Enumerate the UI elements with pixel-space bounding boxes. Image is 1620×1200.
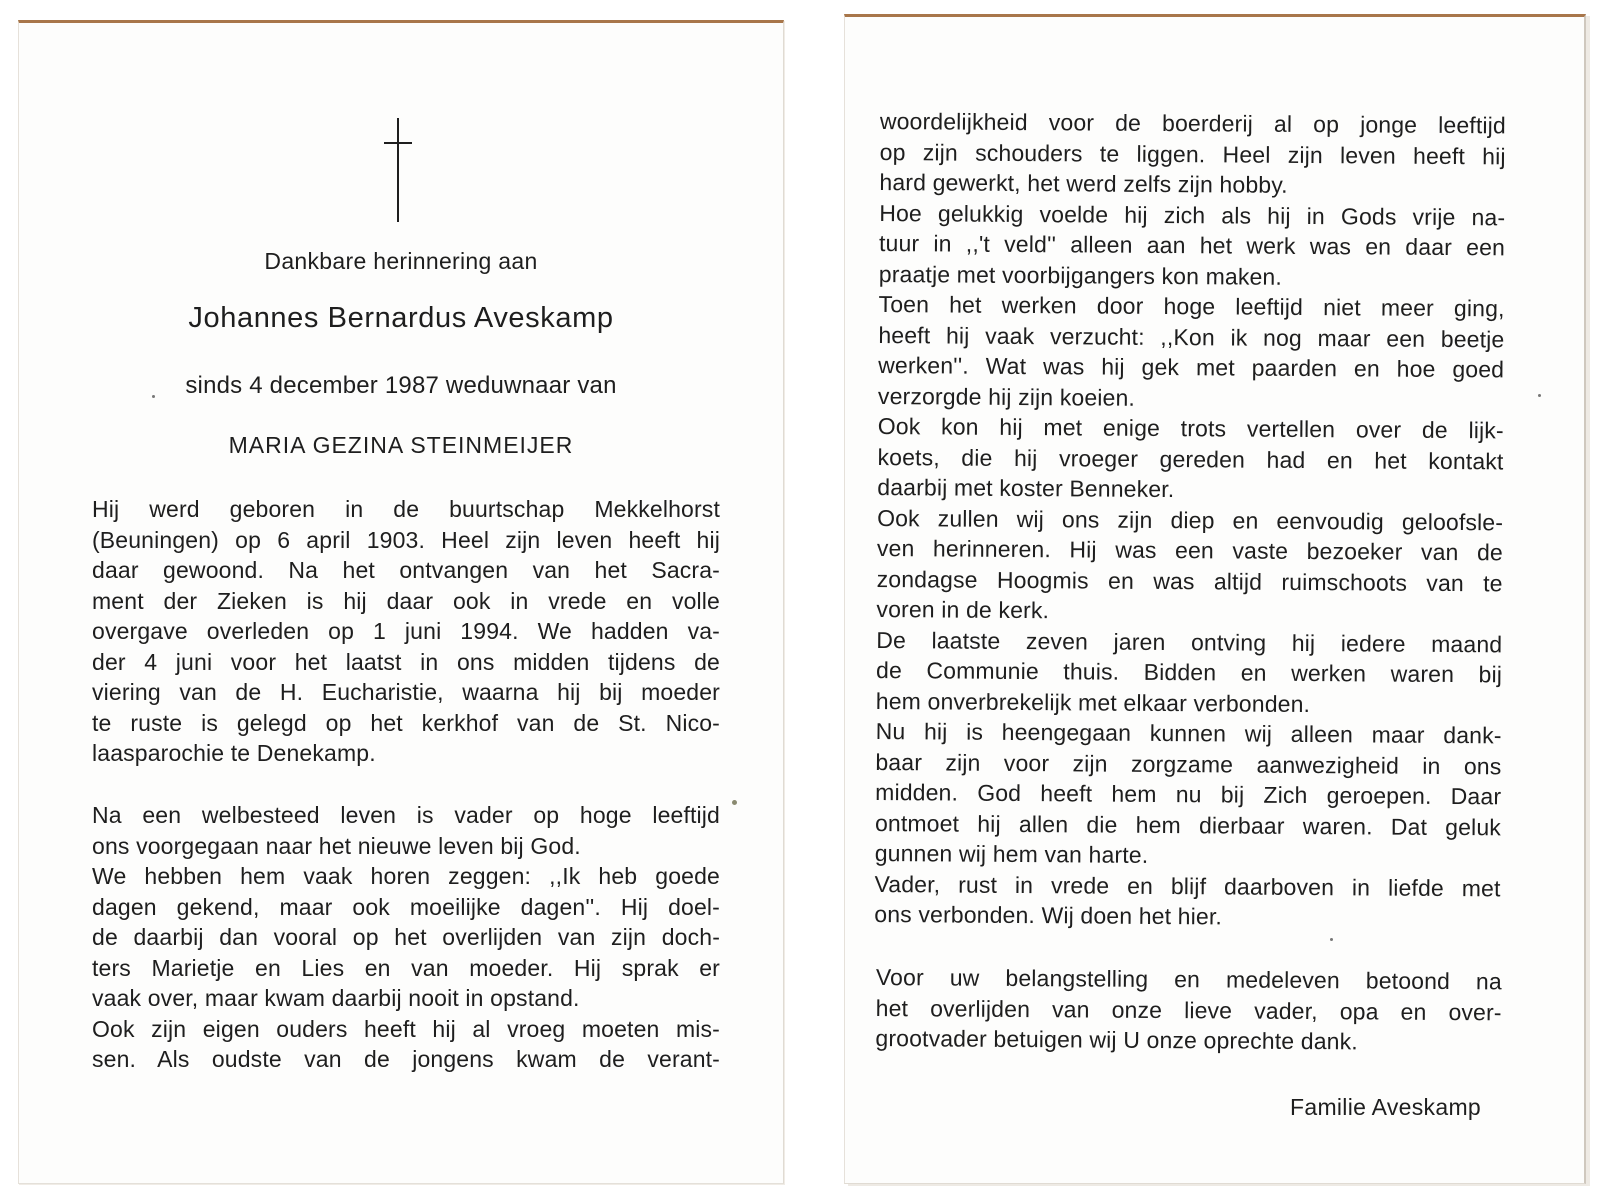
cross-icon-horizontal (384, 142, 412, 144)
text-line: overgave overleden op 1 juni 1994. We hadden va- (92, 618, 720, 644)
text-line: baar zijn voor zijn zorgzame aanwezigheid in ons (875, 748, 1502, 779)
text-line: Nu hij is heengegaan kunnen wij alleen maar dank- (875, 717, 1502, 749)
text-line: Toen het werken door hoge leeftijd niet meer ging, (878, 290, 1505, 322)
text-line: Hoe gelukkig voelde hij zich als hij in Gods vrije na- (879, 199, 1506, 230)
text-line: ontmoet hij allen die hem dierbaar waren. Dat geluk (874, 809, 1502, 840)
text-line: der 4 juni voor het laatst in ons midden tijdens de (92, 648, 720, 675)
text-line: Ook zijn eigen ouders heeft hij al vroeg moeten mis- (92, 1015, 720, 1042)
right-paragraph-1 (874, 106, 1506, 934)
text-line: voren in de kerk. (876, 595, 1050, 624)
cross-icon (383, 118, 413, 222)
left-paragraph-2 (92, 800, 720, 1075)
text-line: hem onverbrekelijk met elkaar verbonden. (875, 687, 1311, 717)
right-paragraph-2 (875, 962, 1502, 1058)
widower-line: sinds 4 december 1987 weduwnaar van (185, 372, 617, 399)
paper-speck (732, 800, 737, 805)
text-line: laasparochie te Denekamp. (92, 740, 376, 766)
text-line: verzorgde hij zijn koeien. (877, 382, 1136, 411)
text-line: ons verbonden. Wij doen het hier. (874, 900, 1223, 930)
spouse-name: MARIA GEZINA STEINMEIJER (228, 432, 574, 458)
text-line: ons voorgegaan naar het nieuwe leven bij God. (92, 832, 581, 859)
paper-speck (1330, 938, 1333, 941)
text-line: daar gewoond. Na het ontvangen van het Sacra- (92, 557, 720, 583)
text-line: het overlijden van onze lieve vader, opa en over- (875, 994, 1502, 1025)
left-paragraph-1 (92, 494, 720, 769)
text-line: gunnen wij hem van harte. (874, 839, 1149, 868)
text-line: We hebben hem vaak horen zeggen: ,,Ik heb goede (92, 863, 720, 889)
text-line: (Beuningen) op 6 april 1903. Heel zijn leven heeft hij (92, 526, 720, 553)
text-line: Ook zullen wij ons zijn diep en eenvoudig geloofsle- (877, 504, 1504, 535)
paper-speck (1538, 394, 1541, 397)
text-line: viering van de H. Eucharistie, waarna hij bij moeder (92, 679, 720, 705)
family-signature: Familie Aveskamp (1290, 1094, 1482, 1120)
text-line: grootvader betuigen wij U onze oprechte dank. (875, 1024, 1358, 1055)
text-line: woordelijkheid voor de boerderij al op jonge leeftijd (879, 107, 1506, 139)
paper-speck (152, 395, 155, 398)
text-line: ven herinneren. Hij was een vaste bezoeker van de (876, 534, 1503, 566)
text-line: te ruste is gelegd op het kerkhof van de St. Nico- (92, 709, 720, 736)
text-line: sen. Als oudste van de jongens kwam de verant- (92, 1046, 720, 1072)
text-line: dagen gekend, maar ook moeilijke dagen''. Hij doel- (92, 893, 720, 920)
text-line: praatje met voorbijgangers kon maken. (878, 260, 1283, 290)
text-line: Vader, rust in vrede en blijf daarboven in liefde met (874, 870, 1501, 901)
text-line: daarbij met koster Benneker. (877, 473, 1175, 503)
text-line: De laatste zeven jaren ontving hij iedere maand (876, 626, 1503, 657)
text-line: Ook kon hij met enige trots vertellen over de lijk- (877, 412, 1504, 444)
text-line: heeft hij vaak verzucht: ,,Kon ik nog maar een beetje (878, 321, 1505, 352)
text-line: zondagse Hoogmis en was altijd ruimschoots van te (876, 565, 1503, 596)
cross-icon-vertical (397, 118, 399, 222)
text-line: vaak over, maar kwam daarbij nooit in opstand. (92, 985, 580, 1011)
text-line: ment der Zieken is hij daar ook in vrede en volle (92, 587, 720, 614)
text-line: de Communie thuis. Bidden en werken waren bij (875, 656, 1503, 688)
text-line: op zijn schouders te liggen. Heel zijn leven heeft hij (879, 138, 1506, 169)
text-line: hard gewerkt, het werd zelfs zijn hobby. (879, 168, 1288, 198)
text-line: midden. God heeft hem nu bij Zich geroepen. Daar (875, 778, 1502, 810)
intro-line: Dankbare herinnering aan (264, 248, 538, 274)
text-line: de daarbij dan vooral op het overlijden van zijn doch- (92, 924, 720, 950)
text-line: werken''. Wat was hij gek met paarden en hoe goed (878, 351, 1505, 383)
text-line: ters Marietje en Lies en van moeder. Hij sprak er (92, 954, 720, 981)
text-line: Hij werd geboren in de buurtschap Mekkelhorst (92, 496, 720, 522)
text-line: tuur in ,,'t veld'' alleen aan het werk was en daar een (878, 229, 1506, 261)
text-line: koets, die hij vroeger gereden had en het kontakt (877, 443, 1504, 474)
text-line: Na een welbesteed leven is vader op hoge leeftijd (92, 802, 720, 828)
text-line: Voor uw belangstelling en medeleven betoond na (875, 963, 1502, 995)
deceased-name: Johannes Bernardus Aveskamp (188, 302, 614, 334)
